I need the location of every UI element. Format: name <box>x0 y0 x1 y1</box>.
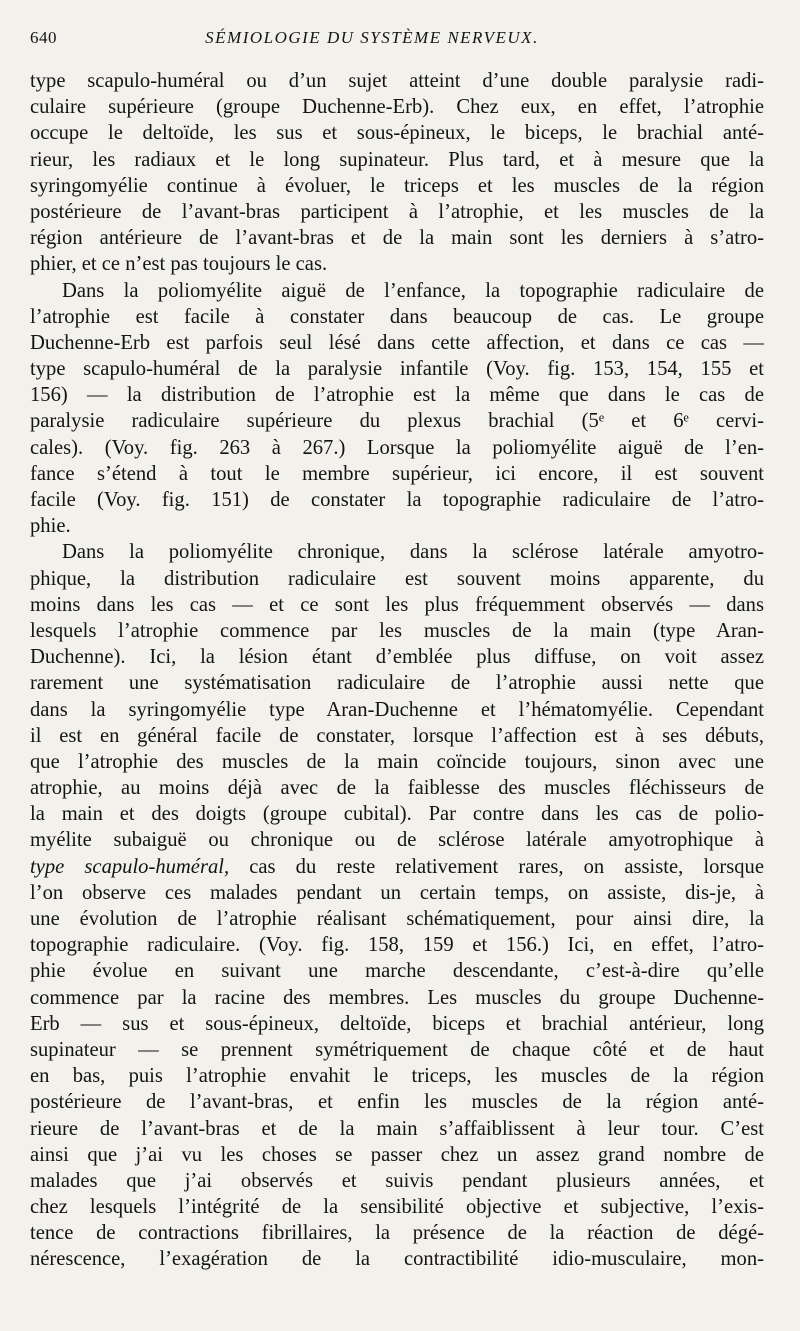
text-line: rarement une systématisation radiculaire de l’atrophie aussi nette que <box>30 672 764 695</box>
text-line: occupe le deltoïde, les sus et sous-épineux, le biceps, le brachial anté- <box>30 122 764 145</box>
paragraph-3 <box>30 539 764 1272</box>
text-line: Duchenne-Erb est parfois seul lésé dans cette affection, et dans ce cas — <box>30 331 764 354</box>
text-line: rieure de l’avant-bras et de la main s’affaiblissent à leur tour. C’est <box>30 1117 764 1140</box>
text-line: en bas, puis l’atrophie envahit le triceps, les muscles de la région <box>30 1065 764 1088</box>
text-line: type scapulo-huméral ou d’un sujet atteint d’une double paralysie radi- <box>30 70 764 92</box>
text-line: malades que j’ai observés et suivis pendant plusieurs années, et <box>30 1169 764 1192</box>
text-line: nérescence, l’exagération de la contractibilité idio-musculaire, mon- <box>30 1248 764 1271</box>
text-line: moins dans les cas — et ce sont les plus fréquemment observés — dans <box>30 593 764 616</box>
text-line: dans la syringomyélie type Aran-Duchenne et l’hématomyélie. Cependant <box>30 698 764 721</box>
text-line: phie évolue en suivant une marche descendante, c’est-à-dire qu’elle <box>30 960 764 983</box>
paragraph-1 <box>30 68 764 278</box>
text-line: phier, et ce n’est pas toujours le cas. <box>30 253 328 276</box>
italic-term: type scapulo-huméral, <box>30 855 230 878</box>
text-run: cas du reste relativement rares, on assiste, lorsque <box>229 855 764 878</box>
text-line: chez lesquels l’intégrité de la sensibilité objective et subjective, l’exis- <box>30 1196 764 1219</box>
text-line: cales). (Voy. fig. 263 à 267.) Lorsque la poliomyélite aiguë de l’en- <box>30 436 764 459</box>
text-line: facile (Voy. fig. 151) de constater la topographie radiculaire de l’atro- <box>30 489 764 511</box>
text-line: une évolution de l’atrophie réalisant schématiquement, pour ainsi dire, la <box>30 908 764 930</box>
text-line: que l’atrophie des muscles de la main coïncide toujours, sinon avec une <box>30 750 764 773</box>
text-line: ainsi que j’ai vu les choses se passer chez un assez grand nombre de <box>30 1143 764 1166</box>
text-line: Erb — sus et sous-épineux, deltoïde, biceps et brachial antérieur, long <box>30 1012 764 1035</box>
text-line: l’atrophie est facile à constater dans beaucoup de cas. Le groupe <box>30 305 764 328</box>
text-line: il est en général facile de constater, lorsque l’affection est à ses débuts, <box>30 724 764 747</box>
text-line: rieur, les radiaux et le long supinateur. Plus tard, et à mesure que la <box>30 148 764 171</box>
text-line: Duchenne). Ici, la lésion étant d’emblée plus diffuse, on voit assez <box>30 646 764 669</box>
text-line-italic-lead <box>30 854 764 880</box>
text-line: postérieure de l’avant-bras, et enfin les muscles de la région anté- <box>30 1091 764 1114</box>
text-line: paralysie radiculaire supérieure du plexus brachial (5ᵉ et 6ᵉ cervi- <box>30 410 764 433</box>
text-line: fance s’étend à tout le membre supérieur, ici encore, il est souvent <box>30 462 764 485</box>
text-line: postérieure de l’avant-bras participent à l’atrophie, et les muscles de la <box>30 200 764 223</box>
text-line: la main et des doigts (groupe cubital). Par contre dans les cas de polio- <box>30 803 764 826</box>
text-line: phique, la distribution radiculaire est souvent moins apparente, du <box>30 567 764 590</box>
text-line: tence de contractions fibrillaires, la présence de la réaction de dégé- <box>30 1222 764 1245</box>
running-title: SÉMIOLOGIE DU SYSTÈME NERVEUX. <box>205 28 539 47</box>
text-line: supinateur — se prennent symétriquement de chaque côté et de haut <box>30 1038 764 1061</box>
text-line: l’on observe ces malades pendant un certain temps, on assiste, dis-je, à <box>30 881 764 904</box>
paragraph-2 <box>30 278 764 540</box>
text-line: culaire supérieure (groupe Duchenne-Erb). Chez eux, en effet, l’atrophie <box>30 96 764 119</box>
text-line: 156) — la distribution de l’atrophie est la même que dans le cas de <box>30 384 764 407</box>
text-line: commence par la racine des membres. Les muscles du groupe Duchenne- <box>30 986 764 1009</box>
text-line: syringomyélie continue à évoluer, le triceps et les muscles de la région <box>30 174 764 197</box>
text-line: région antérieure de l’avant-bras et de la main sont les derniers à s’atro- <box>30 227 764 250</box>
text-line: atrophie, au moins déjà avec de la faiblesse des muscles fléchisseurs de <box>30 777 764 800</box>
text-line: type scapulo-huméral de la paralysie infantile (Voy. fig. 153, 154, 155 et <box>30 358 764 381</box>
text-line: Dans la poliomyélite aiguë de l’enfance, la topographie radiculaire de <box>62 279 764 302</box>
page-number: 640 <box>30 28 57 47</box>
page-header <box>30 28 764 68</box>
text-line: lesquels l’atrophie commence par les muscles de la main (type Aran- <box>30 619 764 642</box>
text-line: myélite subaiguë ou chronique ou de sclérose latérale amyotrophique à <box>30 829 764 852</box>
text-line: Dans la poliomyélite chronique, dans la sclérose latérale amyotro- <box>62 541 764 564</box>
text-line: phie. <box>30 515 71 538</box>
text-line: topographie radiculaire. (Voy. fig. 158, 159 et 156.) Ici, en effet, l’atro- <box>30 934 764 957</box>
